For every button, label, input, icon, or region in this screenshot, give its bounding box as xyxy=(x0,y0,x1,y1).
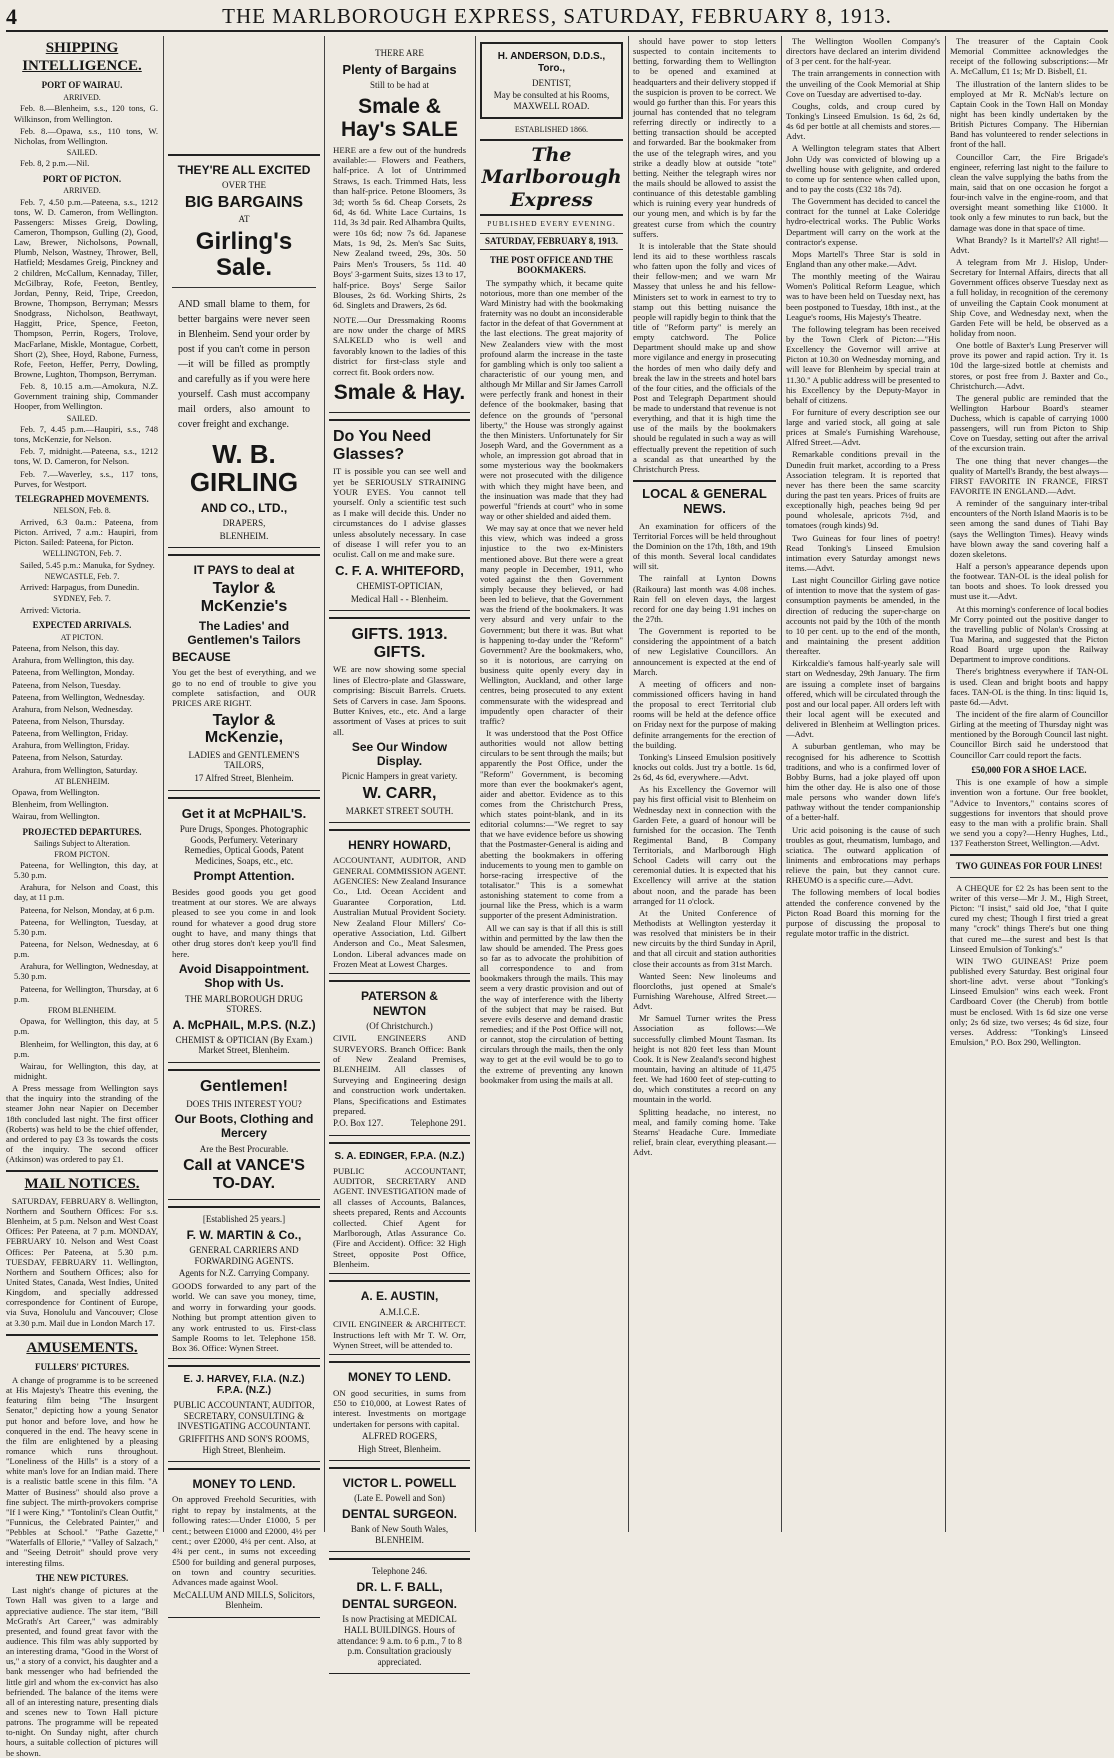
ad-text: Call at VANCE'S TO-DAY. xyxy=(183,1157,305,1192)
ad-text: CIVIL ENGINEER & ARCHITECT. Instructions left with Mr T. W. Orr, Wynen Street, will be attended to. xyxy=(333,1319,466,1350)
expected-item: Arahura, from Wellington, Friday. xyxy=(12,740,130,751)
ad-text: The Ladies' and Gentlemen's Tailors xyxy=(187,618,301,647)
ad-text: E. J. HARVEY, F.I.A. (N.Z.) F.P.A. (N.Z.) xyxy=(183,1373,305,1397)
vance-ad xyxy=(168,1069,320,1200)
ad-text: F. W. MARTIN & Co., xyxy=(186,1228,302,1243)
departure-item: Pateena, for Wellington, this day, at 5.30 p.m. xyxy=(14,859,158,881)
ad-text: H. ANDERSON, D.D.S., Toro., xyxy=(497,51,606,74)
arrival-item: Feb. 7, 4.50 p.m.—Pateena, s.s., 1212 tons, W. D. Cameron, from Wellington. Passengers: Misses Greig, Dowling, Cameron, Thompson, Gulling (2), Good, Law, Brewer, Nicholsons, Pownall, Plumb, Nelson, Wastney, Thrower, Bell, Hatfield; Mesdames Greig, Pinckney and 2 children, McCallum, Kennaday, Tiller, McGilbray, Rofe, Feeton, Bentley, Jordan, Penny, Reid, Tripe, Creedon, Browne, Thompson, Berryman; Messrs Snodgrass, Nicholson, Beathwayt, Haggitt, Price, Spence, Feeton, Thompson, Perrin, Rogers, Trolove, MacFarlane, Miskle, Montague, Corbett, Short (2), Shee, Hoyd, Rabone, Furness, Rofe, Feeton, Heffer, Perry, Dowling, Browne, Lughton, Thompson, Berryman. xyxy=(14,196,158,379)
martin-ad xyxy=(168,1206,320,1358)
girling-ad-text: AND small blame to them, for better bargains were never seen in Blenheim. Send your order by post if you can't come in person—it will be filled as promptly and carefully as if you were here yourself. Cash must accompany mail orders, also amount to cover freight and exchange. xyxy=(178,298,310,430)
editorial-paragraph: We may say at once that we never held this view, which was indeed a gross injustice to the two ex-Ministers mentioned above. But there were a great many people in December, 1911, who voted against the then Government simply because they believed, or had been led to believe, that the Government was the friend of the bookmakers. It was very absurd and very unfair to the Government; but there it was. But what is happening to-day under the "Reform" Government? Are the bookmakers, who, so it is notorious, are carrying on business quite openly every day in Wellington, Auckland, and other large centres, being prosecuted to any extent commensurate with the widespread and impudently open character of their traffic? xyxy=(480,523,623,726)
departure-item: Blenheim, for Wellington, this day, at 6 p.m. xyxy=(14,1038,158,1059)
sailed-item: Feb. 7, midnight.—Pateena, s.s., 1212 tons, W. D. Cameron, for Nelson. xyxy=(14,446,158,467)
ad-text: S. A. EDINGER, F.P.A. (N.Z.) xyxy=(334,1150,465,1162)
expected-item: Pateena, from Nelson, Saturday. xyxy=(12,752,123,763)
ad-text: McCALLUM AND MILLS, Solicitors, Blenheim. xyxy=(173,1589,315,1611)
ad-text: AND CO., LTD., xyxy=(200,500,288,515)
sailed-item: Feb. 7, 4.45 p.m.—Haupiri, s.s., 748 tons, McKenzie, for Nelson. xyxy=(14,424,158,445)
girling-sale-title: Girling's Sale. xyxy=(195,227,293,282)
news-item: Remarkable conditions prevail in the Dunedin fruit market, according to a Press Association telegram. It is reported that never has there been the same scarcity during the past ten years. Prices of fruits are exceptionally high, peaches being 9d per pound wholesale, apricots 7½d, and tomatoes (rough kinds) 9d. xyxy=(786,449,940,531)
ad-text: Is now Practising at MEDICAL HALL BUILDINGS. Hours of attendance: 9 a.m. to 6 p.m., 7 to 8 p.m. Consultation graciously appreciated. xyxy=(337,1614,462,1667)
ad-text: Medical Hall - - Blenheim. xyxy=(350,593,449,604)
news-item: The one thing that never changes—the quality of Martell's Brandy, the best always—FIRST FAVORITE IN FRANCE, FIRST FAVORITE IN ENGLAND.—Advt. xyxy=(950,455,1108,497)
news-paragraph: A Press message from Wellington says that the inquiry into the stranding of the steamer John near Napier on December 18th concluded last night. The first officer (Roberts) was held to be the chief offender, and ordered to pay £3 3s towards the costs of the inquiry. The second officer (Atkinson) was ordered to pay £1. xyxy=(6,1083,158,1165)
ad-text: ACCOUNTANT, AUDITOR, AND GENERAL COMMISSION AGENT. AGENCIES: New Zealand Insurance Co., Ltd. Ocean Accident and Guarantee Corporation, Ltd. Australian Mutual Provident Society. New Zealand Flour Millers' Co-operative Association, Ltd. Gilbert Anderson and Co., Meat Salesmen, London. Liberal advances made on Frozen Meat at Lowest Charges. xyxy=(333,855,466,970)
mccallum-money-ad xyxy=(168,1468,320,1618)
win-guineas-text: WIN TWO GUINEAS! Prize poem published every Saturday. Best original four short-line advt. verse about "Tonking's Linseed Emulsion" wins each week. Front Cardboard Cover (the Cherub) from bottle must be enclosed. With 1s 6d size one verse only; 2s 6d size, two verses; 4s 6d size, four verses. Address: "Tonking's Linseed Emulsion," P.O. Box 290, Wellington. xyxy=(950,955,1108,1048)
news-item: Tonking's Linseed Emulsion positively knocks out colds. Just try a bottle. 1s 6d, 2s 6d, 4s 6d, everywhere.—Advt. xyxy=(633,751,776,783)
news-item: The treasurer of the Captain Cook Memorial Committee acknowledges the receipt of the following subscriptions:—Mr A. McCallum, £1 1s; Mr D. Bisbell, £1. xyxy=(950,36,1108,77)
logo-subtitle: PUBLISHED EVERY EVENING. xyxy=(487,219,616,229)
port-picton-heading: PORT OF PICTON. xyxy=(42,173,122,184)
dateline: WELLINGTON, Feb. 7. xyxy=(42,549,122,559)
departure-item: Pateena, for Wellington, Thursday, at 6 p.m. xyxy=(14,983,158,1004)
ad-text: A. E. AUSTIN, xyxy=(360,1289,439,1304)
ad-text: PATERSON & NEWTON xyxy=(361,989,438,1018)
arrival-item: Feb. 8, 10.15 a.m.—Amokura, N.Z. Government training ship, Commander Hooper, from Wellington. xyxy=(14,381,158,412)
news-item: Mops Martell's Three Star is sold in England than any other make.—Advt. xyxy=(786,248,940,269)
departure-item: Pateena, for Wellington, Tuesday, at 5.30 p.m. xyxy=(14,916,158,937)
news-item: One bottle of Baxter's Lung Preserver will prove its power and rapid action. Try it. 1s 10d the large-sized bottle at chemists and stores, or post free from J. Baxter and Co., Christchurch.—Advt. xyxy=(950,340,1108,391)
expected-item: Pateena, from Nelson, Tuesday. xyxy=(12,679,121,690)
ad-text: Gentlemen! xyxy=(199,1078,288,1096)
column-editorial xyxy=(480,36,623,1532)
news-item: The rainfall at Lynton Downs (Raikoura) last month was 4.08 inches. Rain fell on eleven days, the largest record for one day being 1.91 inches on the 27th. xyxy=(633,573,776,624)
ad-text: OVER THE xyxy=(221,180,267,191)
column-rule xyxy=(628,36,629,1532)
expected-item: Pateena, from Wellington, Friday. xyxy=(12,728,129,739)
carr-ad xyxy=(329,617,470,823)
mail-notices-text: SATURDAY, FEBRUARY 8. Wellington, Northern and Southern Offices: For s.s. Blenheim, at 5 p.m. Nelson and West Coast Offices: Per Pateena, at 7 p.m. MONDAY, FEBRUARY 10. Nelson and West Coast Offices: Per Pateena, at 5.30 p.m. TUESDAY, FEBRUARY 11. Wellington, Northern and Southern Offices; also for United States, Canada, West Indies, United Kingdom, and specially addressed correspondence for Continent of Europe, via Suva, Honolulu and Vancouver; Close at 3.30 p.m. Mail due in London March 17. xyxy=(6,1195,158,1328)
column-shipping xyxy=(6,36,158,1758)
news-item: Half a person's appearance depends upon the footwear. TAN-OL is the ideal polish for tan boots and shoes. To look dressed you must use it.—Advt. xyxy=(950,561,1108,602)
ad-text: IT PAYS to deal at xyxy=(193,563,295,578)
news-item: The train arrangements in connection with the unveiling of the Cook Memorial at Ship Cove on Tuesday are advertised to-day. xyxy=(786,68,940,99)
column-ads-2 xyxy=(329,36,470,1667)
girling-name: W. B. GIRLING xyxy=(189,438,299,498)
news-item: As his Excellency the Governor will pay his first official visit to Blenheim on Wednesday next in connection with the Garden Fete, a guard of honour will be furnished for the occasion. The Tenth Regimental Band, B Company Territorials, and Marlborough High School Cadets will carry out the ceremonial duties. It is expected that his Excellency will arrive at the station about noon, and the parade has been arranged for 11 o'clock. xyxy=(633,784,776,906)
ad-text: A.M.I.C.E. xyxy=(379,1306,420,1317)
expected-item: Arahura, from Wellington, Saturday. xyxy=(12,764,138,775)
ad-text: Pure Drugs, Sponges. Photographic Goods, Perfumery. Veterinary Remedies, Optical Goods, Patent Medicines, Soaps, etc., etc. xyxy=(179,823,309,866)
reward-heading: £50,000 FOR A SHOE LACE. xyxy=(971,764,1087,775)
editorial-heading: THE POST OFFICE AND THE BOOKMAKERS. xyxy=(489,254,614,276)
news-item: Mr Samuel Turner writes the Press Association as follows:—We successfully climbed Mount Tasman. Its height is not 820 feet less than Mount Cook. It is New Zealand's second highest mountain, having an altitude of 11,475 feet. We had 1600 feet of step-cutting to do, which constitutes a record on any mountain in the world. xyxy=(633,1013,776,1105)
shipping-heading: SHIPPING INTELLIGENCE. xyxy=(22,40,142,74)
mcphail-ad xyxy=(168,797,320,1063)
ad-text: THE MARLBOROUGH DRUG STORES. xyxy=(184,993,303,1015)
ad-text: BECAUSE xyxy=(172,649,231,664)
harvey-ad xyxy=(168,1365,320,1463)
movement-item: Arrived: Harpagus, from Dunedin. xyxy=(20,582,140,593)
new-pictures-heading: THE NEW PICTURES. xyxy=(35,1572,129,1583)
ad-text: Telephone 291. xyxy=(410,1118,466,1129)
established-label: ESTABLISHED 1866. xyxy=(514,125,589,135)
ad-text: DOES THIS INTEREST YOU? xyxy=(186,1098,302,1109)
ad-text: IT is possible you can see well and yet be SERIOUSLY STRAINING YOUR EYES. You cannot tell yourself. Only a scientific test such as I make will decide this. Under no circumstances do I advise glasses unless absolutely necessary. In case of disease I will refer you to an oculist. Call on me and make sure. xyxy=(333,466,466,560)
ad-text: Our Boots, Clothing and Mercery xyxy=(174,1112,314,1141)
sailed-label: SAILED. xyxy=(66,147,98,157)
expected-item: Arahura, from Nelson, Wednesday. xyxy=(12,703,133,714)
ad-text: (Late E. Powell and Son) xyxy=(354,1493,445,1504)
ad-text: GRIFFITHS AND SON'S ROOMS, High Street, Blenheim. xyxy=(178,1434,310,1455)
ad-text: WE are now showing some special lines of Electro-plate and Glassware, comprising: Biscuit Barrels. Cruets. Sets of Carvers in case. Jam Spoons. Butter Knives, etc., etc. And a large assortment of Vases at prices to suit all. xyxy=(333,664,466,737)
ad-text: DENTAL SURGEON. xyxy=(342,1597,457,1612)
ad-text: Plenty of Bargains xyxy=(342,61,457,77)
masthead xyxy=(6,4,1108,32)
projected-heading: PROJECTED DEPARTURES. xyxy=(22,826,142,837)
new-pictures-text: Last night's change of pictures at the Town Hall was given to a large and appreciative audience. The star item, "Bill McGrath's Art Career," was admirably presented, and found great favor with the audience. This film was ably supported by an interesting drama, "Good in the Worst of us," a story of a convict, his daughter and a bank messenger who had befriended the little girl and whom the ex-convict has also befriended. The balance of the items were all of an interesting nature, presenting dials and scenes new to Town Hall picture patrons. The programme will be repeated to-night. On Sunday night, after church hours, a suitable collection of pictures will be shown. xyxy=(6,1585,158,1758)
news-item: Wanted Seen: New linoleums and floorcloths, just opened at Smale's Furnishing Warehouse, Alfred Street.—Advt. xyxy=(633,970,776,1012)
ad-text: VICTOR L. POWELL xyxy=(342,1476,457,1491)
ad-text: DR. L. F. BALL, xyxy=(356,1580,443,1594)
ad-text: P.O. Box 127. xyxy=(333,1118,384,1129)
reward-text: This is one example of how a simple invention won a fortune. Our free booklet, "Advice to Inventors," contains scores of suggestions for inventors that should prove easy to the man with a prolific brain. Shall we send you a copy?—Henry Hughes, Ltd., 137 Featherston Street, Wellington.—Advt. xyxy=(950,777,1108,849)
ad-text: Are the Best Procurable. xyxy=(199,1143,289,1154)
expected-item: Pateena, from Nelson, this day. xyxy=(12,643,120,654)
ad-text: Besides good goods you get good treatment at our stores. We are always pleased to see you come in and look round for whatever a good drug store ought to have, and many things that other drug stores don't keep you'll find here. xyxy=(172,886,316,959)
ad-text: 17 Alfred Street, Blenheim. xyxy=(194,773,294,784)
ad-text: Still to be had at xyxy=(370,79,429,90)
ad-text: Prompt Attention. xyxy=(193,869,295,884)
ad-text: DRAPERS, xyxy=(222,518,266,529)
column-rule xyxy=(945,36,946,1532)
ad-text: THERE ARE xyxy=(375,48,424,58)
news-item: What Brandy? Is it Martell's? All right!—Advt. xyxy=(950,234,1108,255)
expected-item: Wairau, from Wellington. xyxy=(12,811,100,822)
sailed-item: Feb. 8, 2 p.m.—Nil. xyxy=(20,158,90,169)
news-item: The Government is reported to be considering the appointment of a batch of new Legislative Councillors. An announcement is expected at the end of March. xyxy=(633,626,776,677)
news-item: Councillor Carr, the Fire Brigade's engineer, referring last night to the failure to clean the valve supplying the baths from the main, said that on one occasion he forgot a four-inch valve in the engine-room, and that oversight meant something like £1000. It took only a few minutes to run back, but the damage was done in that space of time. xyxy=(950,151,1108,233)
news-item: The Government has decided to cancel the contract for the tunnel at Lake Coleridge hydro-electrical works. The Public Works Department will carry on the work at the contractor's expense. xyxy=(786,196,940,247)
from-picton-label: FROM PICTON. xyxy=(54,849,110,859)
guineas-text: A CHEQUE for £2 2s has been sent to the writer of this verse—Mr J. M., High Street, Picton: "I insist," said old Joe, "that I quite cured my chest; Though I first tried a great many "crock" things There's but one thing that cured me—the surest and best Is that Linseed Emulsion of Tonking's." xyxy=(950,882,1108,954)
paterson-ad xyxy=(329,980,470,1136)
ad-text: High Street, Blenheim. xyxy=(358,1443,441,1454)
departure-item: Pateena, for Nelson, Monday, at 6 p.m. xyxy=(20,904,155,915)
news-item: The general public are reminded that the Wellington Harbour Board's steamer Duchess, which is capable of carrying 1000 passengers, will run from Picton to Ship Cove on Tuesday, setting out after the arrival of the excursion train. xyxy=(950,392,1108,454)
ad-text: GENERAL CARRIERS AND FORWARDING AGENTS. xyxy=(189,1245,299,1266)
port-wairau-heading: PORT OF WAIRAU. xyxy=(41,80,123,91)
ad-text: LADIES and GENTLEMEN'S TAILORS, xyxy=(188,749,300,771)
editorial-paragraph: should have power to stop letters suspected to contain incitements to betting, forwarding them to Wellington to be opened and examined at headquarters and their delivery stopped if the suspicion is proven to be correct. We would go further than this. For years this journal has contended that no telegram referring directly or indirectly to a betting transaction should be accepted and forwarded. Bar the bookmaker from the use of the telegraph wires, and you strike a deadly blow at outside "tote" betting. Neither the telegraph wires nor the mails should be allowed to assist the continuance of this detestable gambling which is ruining every year hundreds of our young men, and which is by far the greatest curse from which the country suffers. xyxy=(633,36,776,239)
expected-item: Arahura, from Wellington, this day. xyxy=(12,655,134,666)
news-item: A suburban gentleman, who may be recognised for his adherence to Scottish traditions, and who is a confirmed lover of Bobby Burns, had a joke played off upon him the other day. He is also one of those male persons who wander down life's pathway without the tender companionship of a better-half. xyxy=(786,741,940,823)
newspaper-logo: The Marlborough Express xyxy=(480,139,623,216)
news-item: A Wellington telegram states that Albert John Udy was convicted of blowing up a dwelling house with gelignite, and ordered to come up for sentence when called upon, and to pay the costs (£32 18s 7d). xyxy=(786,143,940,194)
page-number: 4 xyxy=(6,4,17,29)
news-item: The following telegram has been received by the Town Clerk of Picton:—"His Excellency the Governor will arrive at Picton at 10.30 on Wednesday morning, and will leave for Blenheim by special train at 11.30." A public address will be presented to his Excellency by the Deputy-Mayor in behalf of citizens. xyxy=(786,323,940,405)
ad-text: BIG BARGAINS xyxy=(184,193,304,211)
rogers-money-ad xyxy=(329,1361,470,1461)
ad-text: You get the best of everything, and we go to no end of trouble to give you complete satisfaction, and OUR PRICES ARE RIGHT. xyxy=(172,667,316,709)
girling-ad xyxy=(168,154,320,548)
movement-item: Arrived: Victoria. xyxy=(20,604,81,615)
column-news-3 xyxy=(950,36,1108,1532)
local-general-heading: LOCAL & GENERAL NEWS. xyxy=(633,480,776,517)
ad-text: AT xyxy=(238,214,250,225)
fullers-text: A change of programme is to be screened at His Majesty's Theatre this evening, the featuring film being "The Insurgent Senator," depicting how a young Senator put honor and before love, and how he conquered in the end. The heavy scene in the film are enlightened by a pleasing romance which runs throughout. "Loneliness of the Hills" is a story of a white man's love for an Indian maid. There is a realistic battle scene in this film. "A Matter of Business" should also prove a fine subject. The mirth-provokers comprise "If I were King," "Tontolini's Clean Outfit," "Funnicus, the Celebrated Painter," and "Pebbles at School." "Pathe Gazette," "Waterfalls of Ellorie," "Valley of Salzach," and "Seeing Detroit" should prove very interesting films. xyxy=(6,1375,158,1568)
column-rule xyxy=(163,36,164,1532)
ad-text: Taylor & McKenzie's xyxy=(200,580,288,616)
arrival-item: Feb. 8.—Opawa, s.s., 110 tons, W. Nicholas, from Wellington. xyxy=(14,125,158,146)
ad-text: GIFTS. 1913. GIFTS. xyxy=(351,626,448,661)
dateline: NEWCASTLE, Feb. 7. xyxy=(44,571,120,581)
editorial-paragraph: It is intolerable that the State should lend its aid to these worthless rascals who fatten upon the folly and vices of their fellow-men; and we warn Mr Massey that unless he and his fellow-Ministers set to work in earnest to try to stamp out this betting nuisance the people will rapidly begin to think that the title of "Reform party" is merely an empty catchword. The Police Department should make up and show more vigilance and energy in prosecuting the hordes of men who daily defy and break the law in the streets and hotel bars of the four cities, and the officials of the Post and Telegraph Department should be made to understand that revenue is not everything, and that it is high time the use of the mails by the bookmakers should be regulated in such a way as will effectually prevent the repetition of such a scandal as that unearthed by the Christchurch Press. xyxy=(633,240,776,474)
at-picton-label: AT PICTON. xyxy=(60,632,104,642)
expected-item: Pateena, from Nelson, Thursday. xyxy=(12,715,125,726)
ad-text: HENRY HOWARD, xyxy=(348,838,451,853)
news-item: Uric acid poisoning is the cause of such troubles as gout, rheumatism, lumbago, and sciatica. The outward application of liniments and embrocations may perhaps relieve the pain, but they cannot cure. RHEUMO is a specific cure.—Advt. xyxy=(786,824,940,886)
ad-text: GOODS forwarded to any part of the world. We can save you money, time, and worry in forwarding your goods. Nothing but prompt attention given to any work entrusted to us. First-class Sample Rooms to let. Telephone 158. Box 36. Office: Wynen Street. xyxy=(172,1281,316,1354)
smale-sale-title: Smale & Hay's SALE xyxy=(340,94,459,141)
ad-text: May be consulted at his Rooms, MAXWELL ROAD. xyxy=(493,90,610,111)
mail-notices-heading: MAIL NOTICES. xyxy=(24,1176,140,1193)
news-item: Coughs, colds, and croup cured by Tonking's Linseed Emulsion. 1s 6d, 2s 6d, 4s 6d per bottle at all chemists and stores.—Advt. xyxy=(786,100,940,142)
news-item: The incident of the fire alarm of Councillor Girling at the meeting of Thursday night was mentioned by the Borough Council last night. Councillor Birch said he understood that Councillor Carr could report the facts. xyxy=(950,709,1108,760)
ad-text: CHEMIST & OPTICIAN (By Exam.) Market Street, Blenheim. xyxy=(175,1034,313,1056)
expected-item: Blenheim, from Wellington. xyxy=(12,799,109,810)
arrival-item: Feb. 8.—Blenheim, s.s., 120 tons, G. Wilkinson, from Wellington. xyxy=(14,103,158,124)
taylor-mckenzie-ad xyxy=(168,554,320,790)
ad-text: (Of Christchurch.) xyxy=(366,1020,433,1031)
ad-text: HERE are a few out of the hundreds available:— Flowers and Feathers, half-price. A lot of Untrimmed Straws, 1s each. Trimmed Hats, less than half-price. Petone Bloomers, 3s 3d; worth 5s 6d. Cheap Corsets, 2s 6d, 4s 6d. White Lace Curtains, 1s 11d, 3s 3d pair. Red Alhambra Quilts, were 10s 6d; now 7s 6d. Japanese Mats, 1s 9d, 2s. Men's Sac Suits, New Zealand tweed, 29s, 30s. 50 Pairs Men's Trousers, 5s 11d. 40 Boys' 3-garment Suits, sizes 13 to 17, half-price. Boys' Serge Sailor Blouses, 2s 6d. Working Shirts, 2s 6d. Singlets and Drawers, 2s 6d. xyxy=(333,144,466,311)
news-item: An examination for officers of the Territorial Forces will be held throughout the Dominion on the 17th, 18th, and 19th of this month. Several local candidates will sit. xyxy=(633,520,776,572)
at-blenheim-label: AT BLENHEIM. xyxy=(54,776,110,786)
ad-text: THEY'RE ALL EXCITED xyxy=(177,163,311,177)
expected-item: Pateena, from Wellington, Monday. xyxy=(12,667,135,678)
column-ads-1 xyxy=(168,36,320,1611)
edinger-ad xyxy=(329,1142,470,1275)
powell-ad xyxy=(329,1467,470,1552)
expected-item: Pateena, from Wellington, Wednesday. xyxy=(12,691,145,702)
column-rule xyxy=(475,36,476,1532)
ad-text: Avoid Disappointment. Shop with Us. xyxy=(178,962,310,991)
projected-subheading: Sailings Subject to Alteration. xyxy=(34,839,130,849)
column-news-1 xyxy=(633,36,776,1532)
dateline: NELSON, Feb. 8. xyxy=(53,506,111,516)
editorial-dateline: SATURDAY, FEBRUARY 8, 1913. xyxy=(480,233,623,250)
arrived-label: ARRIVED. xyxy=(63,92,101,102)
ad-text: BLENHEIM. xyxy=(219,530,269,541)
news-item: A telegram from Mr J. Hislop, Under-Secretary for Internal Affairs, directs that all Government offices observe Tuesday next as a full holiday, in recognition of the ceremony of unveiling the Captain Cook monument at Ship Cove, and Wednesday next, when the Garden Fete will be held, be observed as a holiday from noon. xyxy=(950,256,1108,338)
news-item: The Wellington Woollen Company's directors have declared an interim dividend of 3 per cent. for the half-year. xyxy=(786,36,940,67)
ad-text: CHEMIST-OPTICIAN, xyxy=(356,580,443,591)
departure-item: Arahura, for Wellington, Wednesday, at 5.30 p.m. xyxy=(14,961,158,982)
ad-text: See Our Window Display. xyxy=(351,740,448,769)
ad-text: ALFRED ROGERS, xyxy=(361,1431,437,1442)
ad-text: Telephone 246. xyxy=(371,1566,428,1577)
news-item: Two Guineas for four lines of poetry! Read Tonking's Linseed Emulsion intimation every Saturday amongst news items.—Advt. xyxy=(786,532,940,574)
news-item: At the United Conference of Methodists at Wellington yesterday it was resolved that ministers be in their new circuits by the third Sunday in April, and that all circuit and station authorities close their accounts as from 31st March. xyxy=(633,907,776,969)
ad-text: Taylor & McKenzie, xyxy=(204,711,284,747)
ad-text: Do You Need Glasses? xyxy=(333,428,432,463)
ad-text: MONEY TO LEND. xyxy=(192,1477,296,1492)
ad-text: Agents for N.Z. Carrying Company. xyxy=(178,1268,310,1279)
ad-text: Bank of New South Wales, BLENHEIM. xyxy=(350,1524,449,1545)
column-rule xyxy=(781,36,782,1532)
arrived-label: ARRIVED. xyxy=(63,186,101,196)
ad-text: [Established 25 years.] xyxy=(202,1214,286,1225)
ad-text: ON good securities, in sums from £50 to £10,000, at Lowest Rates of interest. Investments on mortgage undertaken for persons with capital. xyxy=(333,1387,466,1429)
guineas-heading: TWO GUINEAS FOR FOUR LINES! xyxy=(955,861,1103,872)
expected-item: Opawa, from Wellington. xyxy=(12,787,100,798)
ad-text: Get it at McPHAIL'S. xyxy=(181,805,307,821)
expected-heading: EXPECTED ARRIVALS. xyxy=(32,620,132,631)
ad-text: W. CARR, xyxy=(362,784,437,802)
ad-text: A. McPHAIL, M.P.S. (N.Z.) xyxy=(172,1017,316,1032)
austin-ad xyxy=(329,1280,470,1355)
ad-text: DENTAL SURGEON. xyxy=(342,1507,457,1522)
ad-text: MARKET STREET SOUTH. xyxy=(345,805,454,816)
column-news-2 xyxy=(786,36,940,1532)
ad-text: PUBLIC ACCOUNTANT, AUDITOR, SECRETARY AND AGENT. INVESTIGATION made of all classes of Accounts, Balances, sheets prepared, Rents and Accounts collected. Chief Agent for Marlborough, Atlas Assurance Co. (Fire and Accident). Office: 32 High Street, opposite Post Office, Blenheim. xyxy=(333,1165,466,1270)
news-item: At this morning's conference of local bodies Mr Corry pointed out the positive danger to the travelling public of Nolan's Crossing at Tua Marina, and suggested that the Picton Road Board urge upon the Railway Department to improve conditions. xyxy=(950,603,1108,665)
smale-hay-ad xyxy=(329,42,470,413)
movement-item: Arrived, 6.3 0a.m.: Pateena, from Picton. Arrived, 7 a.m.: Haupiri, from Picton. Sailed: Pateena, for Picton. xyxy=(14,516,158,548)
ad-text: C. F. A. WHITEFORD, xyxy=(335,562,464,578)
departure-item: Pateena, for Nelson, Wednesday, at 6 p.m. xyxy=(14,938,158,960)
news-item: Kirkcaldie's famous half-yearly sale will start on Wednesday, 29th January. The firm are issuing a complete inset of bargains offered, which will be circulated through the post and our local paper. All orders left with their local agent will be executed and delivered in Blenheim at Wellington prices.—Advt. xyxy=(786,658,940,740)
news-item: A reminder of the sanguinary inter-tribal encounters of the North Island Maoris is to be seen among the sand dunes of Tiahi Bay (says the Wellington Times). Heavy winds have blown away the sand covering half a dozen skeletons. xyxy=(950,498,1108,559)
news-item: The following members of local bodies attended the conference convened by the Picton Road Board this morning for the purpose of discussing the proposal to regulate motor traffic in the district. xyxy=(786,887,940,938)
ad-text: NOTE.—Our Dressmaking Rooms are now under the charge of MRS SALKELD who is well and favorably known to the ladies of this district for first-class style and correct fit. Book orders now. xyxy=(333,314,466,377)
ball-ad xyxy=(329,1558,470,1674)
ad-text: MONEY TO LEND. xyxy=(348,1370,451,1385)
news-item: A meeting of officers and non-commissioned officers having in hand the proposal to erect Territorial club rooms will be held at the defence office on Friday next for the purpose of making definite arrangements for the erection of the building. xyxy=(633,678,776,750)
sailed-item: Feb. 7.—Waverley, s.s., 117 tons, Purves, for Westport. xyxy=(14,468,158,489)
fullers-heading: FULLERS' PICTURES. xyxy=(34,1362,130,1373)
editorial-paragraph: All we can say is that if all this is still within and permitted by the law then the law should be amended. The Press goes so far as to advocate the prohibition of all correspondence to and from bookmakers through the mails. This may seem a very drastic provision and out of the way of interference with the liberty of the subject that may be raised. But severe evils deserve and demand drastic remedies; and if the Post Office will not, or cannot, stop the circulation of betting circulars through the mails, then the only way to get at the evil would be to go to the extreme of preventing any known bookmaker from using the mails at all. xyxy=(480,922,623,1085)
ad-text: On approved Freehold Securities, with right to repay by instalments, at the following rates:—Under £1000, 5 per cent.; between £1000 and £2000, 4½ per cent.; over £2000, 4¼ per cent. Also, at 4¾ per cent., in sums not exceeding £500 for building and general purposes, on town and country securities. Advances made against Wool. xyxy=(172,1494,316,1588)
departure-item: Arahura, for Nelson and Coast, this day, at 11 p.m. xyxy=(14,882,158,903)
column-rule xyxy=(324,36,325,1532)
sailed-label: SAILED. xyxy=(66,413,98,423)
editorial-paragraph: The sympathy which, it became quite notorious, more than one member of the Ward Ministry had with the bookmaking fraternity was no doubt an inconsiderable factor in the defeat of that Government at the last elections. The great majority of New Zealanders view with the most profound alarm the increase in the taste for gambling which is only too salient a characteristic of our young men, and although Mr Millar and Sir James Carroll were perfectly frank and honest in their defence of the bookmaker, basing that defence on the grounds of "personal liberty," the House was strongly against the then Ministers. Unfortunately for Sir Joseph Ward, and the Government as a whole, an impression got abroad that in some mysterious way the bookmakers were not prosecuted with the diligence with which they might have been, and the insinuation was made that they had powerful "friends at court" who in some way or other shielded and aided them. xyxy=(480,277,623,521)
news-item: The monthly meeting of the Wairau Women's Political Reform League, which was to have been held on Tuesday next, has been postponed to Tuesday, 18th inst., at the League's rooms, His Majesty's Theatre. xyxy=(786,271,940,322)
telegraphed-heading: TELEGRAPHED MOVEMENTS. xyxy=(15,493,149,504)
news-item: Last night Councillor Girling gave notice of intention to move that the system of gas-consumption payments be amended, in the direction of reducing the super-charge on accounts not paid by the 10th of the month to 10 per cent. up to the end of the month, and maintaining the present addition thereafter. xyxy=(786,575,940,657)
departure-item: Wairau, for Wellington, this day, at midnight. xyxy=(14,1060,158,1081)
editorial-paragraph: It was understood that the Post Office authorities would not allow betting circulars to be sent through the mails; but apparently the Post Office, under the "Reform" Government, is becoming more than ever the bookmaker's agent, aider and abettor. Evidence as to this comes from the Christchurch Press, which states point-blank, and in its editorial columns:—"We regret to say that we have evidence before us showing that the Postmaster-General is aiding and abetting the bookmakers in offering inducements to young men to gamble on horse-racing irrespective of the totalisator." This is a somewhat astonishing statement to come from a journal like the Press, which is a warm supporter of the present Administration. xyxy=(480,727,623,921)
news-item: For furniture of every description see our large and varied stock, all going at sale prices at Smale's Furnishing Warehouse, Alfred Street.—Advt. xyxy=(786,406,940,448)
news-item: The illustration of the lantern slides to be employed at Mr R. McNab's lecture on Captain Cook in the Town Hall on Monday night has been kindly undertaken by the British Pictures Company. The Hibernian Band has volunteered to render selections in front of the hall. xyxy=(950,78,1108,150)
ad-text: CIVIL ENGINEERS AND SURVEYORS. Branch Office: Bank of New Zealand Premises, BLENHEIM. All classes of Surveying and Engineering design and construction work undertaken. Plans, Specifications and Estimates prepared. xyxy=(333,1033,466,1116)
movement-item: Sailed, 5.45 p.m.: Manuka, for Sydney. xyxy=(20,559,155,570)
amusements-heading: AMUSEMENTS. xyxy=(26,1339,138,1356)
from-blenheim-label: FROM BLENHEIM. xyxy=(47,1005,116,1015)
news-item: Splitting headache, no interest, no meal, and family coming home. Take Stearns' Headache Cure. Immediate relief, brain clear, everything pleasant.—Advt. xyxy=(633,1106,776,1158)
ad-text: PUBLIC ACCOUNTANT, AUDITOR, SECRETARY, CONSULTING & INVESTIGATING ACCOUNTANT. xyxy=(173,1400,315,1432)
howard-ad xyxy=(329,829,470,974)
ad-text: DENTIST, xyxy=(531,77,572,88)
dateline: SYDNEY, Feb. 7. xyxy=(53,594,111,604)
whiteford-ad xyxy=(329,419,470,611)
masthead-title: THE MARLBOROUGH EXPRESS, SATURDAY, FEBRUARY 8, 1913. xyxy=(222,4,892,28)
ad-text: Picnic Hampers in great variety. xyxy=(341,771,458,782)
smale-signature: Smale & Hay. xyxy=(333,380,466,404)
departure-item: Opawa, for Wellington, this day, at 5 p.m. xyxy=(14,1016,158,1037)
anderson-ad xyxy=(480,42,623,119)
news-item: There's brightness everywhere if TAN-OL is used. Clean and bright boots and happy faces. TAN-OL is the thing. In tins: liquid 1s, paste 6d.—Advt. xyxy=(950,666,1108,707)
